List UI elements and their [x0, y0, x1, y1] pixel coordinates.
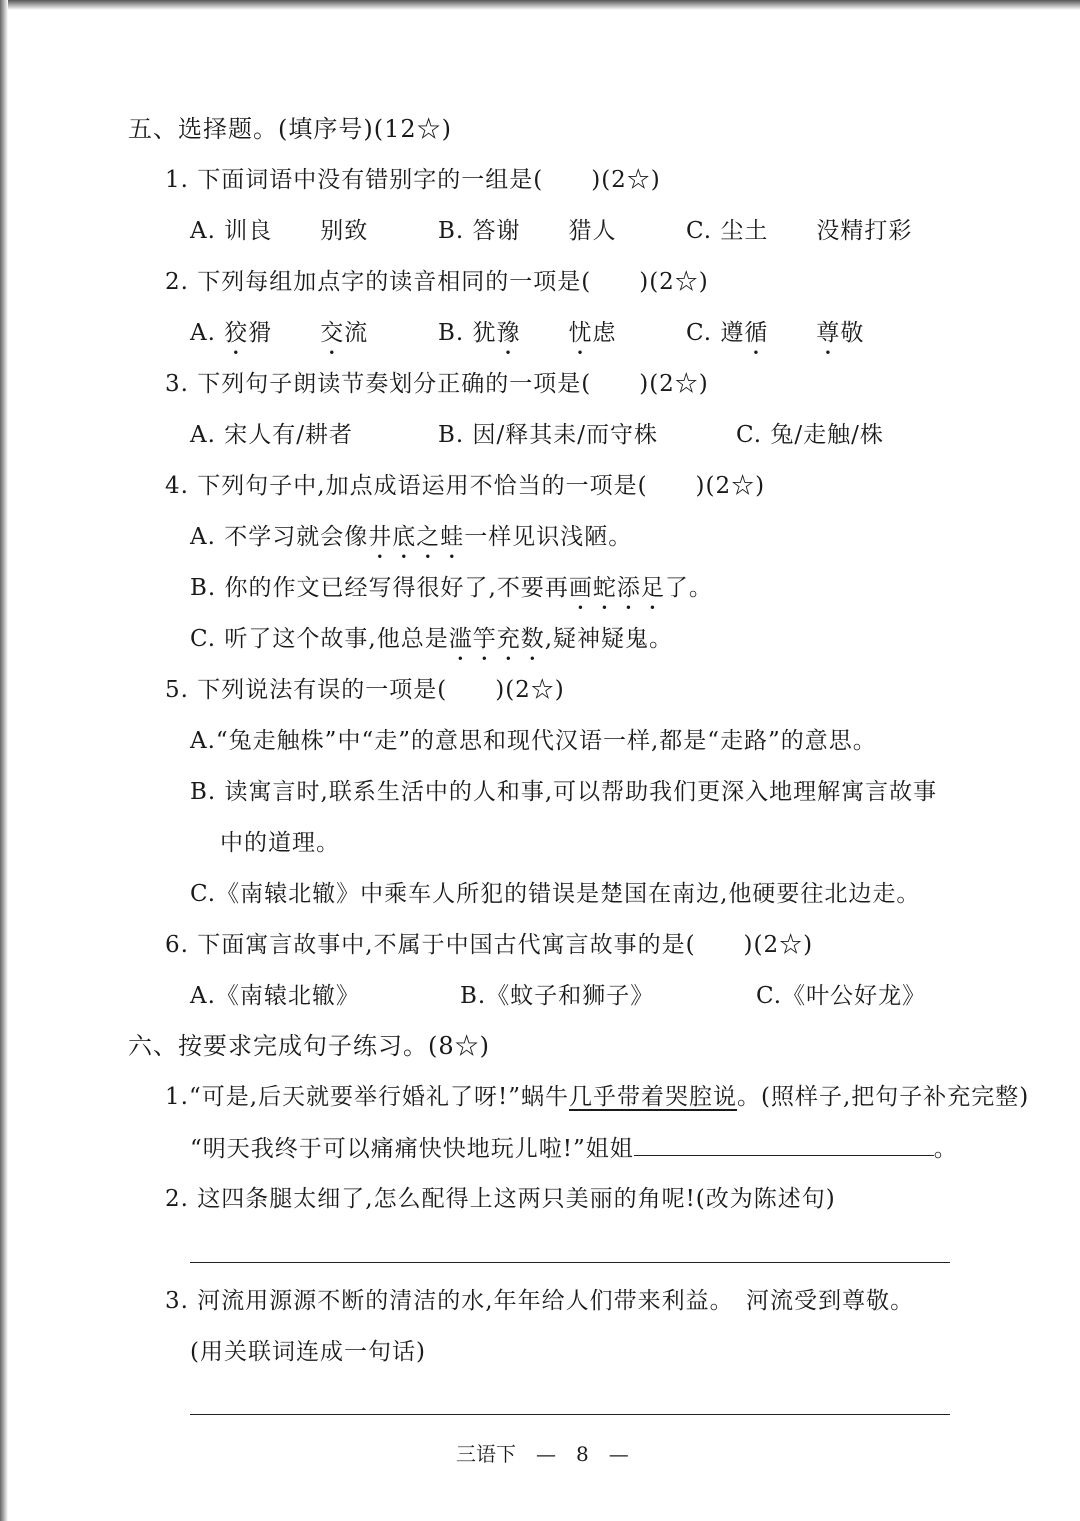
scan-edge-left	[0, 0, 8, 1521]
q3-options	[190, 420, 930, 450]
q3-option-b: B. 因/释其耒/而守株	[438, 422, 659, 448]
s6-q1-exercise	[190, 1133, 958, 1164]
q2-a-char: 猾	[248, 320, 273, 346]
q2-option-a	[190, 318, 368, 360]
q4-stem: 4. 下列句子中,加点成语运用不恰当的一项是( )(2☆)	[165, 473, 766, 499]
q6-options	[190, 981, 930, 1011]
s6-q1-exercise-text: “明天我终于可以痛痛快快地玩儿啦!”姐姐	[190, 1136, 634, 1162]
q1-option-b: B. 答谢 猎人	[438, 218, 617, 244]
q4-c-text: C. 听了这个故事,他总是	[190, 626, 449, 652]
q2-c-prefix: C.	[686, 320, 721, 346]
q2-option-c	[686, 318, 864, 360]
q4-option-a	[190, 522, 632, 564]
q2-c-char: 遵	[720, 320, 745, 346]
s6-q2-answer-line[interactable]	[190, 1262, 950, 1263]
q2-options	[190, 318, 930, 352]
q4-option-c	[190, 624, 673, 666]
q2-a-gap	[272, 320, 320, 346]
q2-stem: 2. 下列每组加点字的读音相同的一项是( )(2☆)	[165, 269, 709, 295]
q2-a-char: 流	[344, 320, 369, 346]
q5-option-a: A.“兔走触株”中“走”的意思和现代汉语一样,都是“走路”的意思。	[190, 728, 877, 754]
s6-q1-period: 。	[933, 1136, 958, 1162]
page-footer: 三语下 — 8 —	[456, 1442, 629, 1466]
q5-stem: 5. 下列说法有误的一项是( )(2☆)	[165, 677, 565, 703]
q2-option-b	[438, 318, 617, 360]
q2-b-char: 犹	[472, 320, 497, 346]
s6-q2-stem: 2. 这四条腿太细了,怎么配得上这两只美丽的角呢!(改为陈述句)	[165, 1186, 836, 1212]
q4-b-dotted-idiom: 画蛇添足	[568, 575, 665, 601]
q2-c-dotted-char: 循	[744, 320, 769, 346]
q1-option-a: A. 训良 别致	[190, 218, 369, 244]
s6-q1-underlined: 几乎带着哭腔说	[569, 1084, 738, 1110]
q4-b-text: B. 你的作文已经写得很好了,不要再	[190, 575, 569, 601]
q2-c-char: 敬	[840, 320, 865, 346]
q4-a-text: 一样见识浅陋。	[464, 524, 633, 550]
q4-b-text: 了。	[664, 575, 713, 601]
q6-stem: 6. 下面寓言故事中,不属于中国古代寓言故事的是( )(2☆)	[165, 932, 814, 958]
q4-a-text: A. 不学习就会像	[190, 524, 369, 550]
q6-option-b: B.《蚊子和狮子》	[460, 983, 655, 1009]
section6-title: 六、按要求完成句子练习。(8☆)	[128, 1032, 490, 1060]
q2-b-prefix: B.	[438, 320, 473, 346]
q2-a-dotted-char: 狡	[224, 320, 249, 346]
q4-c-text: ,疑神疑鬼。	[544, 626, 674, 652]
s6-q1-instruction: 。(照样子,把句子补充完整)	[737, 1084, 1030, 1110]
q1-option-c: C. 尘土 没精打彩	[686, 218, 913, 244]
q3-option-a: A. 宋人有/耕者	[190, 422, 353, 448]
q1-options	[190, 216, 930, 246]
q2-b-gap	[521, 320, 569, 346]
q5-option-b-line1: B. 读寓言时,联系生活中的人和事,可以帮助我们更深入地理解寓言故事	[190, 779, 938, 805]
q6-option-c: C.《叶公好龙》	[756, 983, 927, 1009]
q4-a-dotted-idiom: 井底之蛙	[368, 524, 465, 550]
q2-b-dotted-char: 忧	[568, 320, 593, 346]
q2-b-char: 虑	[592, 320, 617, 346]
section5-title: 五、选择题。(填序号)(12☆)	[128, 115, 452, 143]
q3-option-c: C. 兔/走触/株	[736, 422, 884, 448]
q4-option-b	[190, 573, 713, 615]
s6-q3-note: (用关联词连成一句话)	[190, 1339, 426, 1365]
q5-option-b-line2: 中的道理。	[220, 830, 340, 856]
q2-c-dotted-char: 尊	[816, 320, 841, 346]
s6-q1-answer-blank[interactable]	[634, 1133, 934, 1156]
q3-stem: 3. 下列句子朗读节奏划分正确的一项是( )(2☆)	[165, 371, 709, 397]
q2-a-dotted-char: 交	[320, 320, 345, 346]
q6-option-a: A.《南辕北辙》	[190, 983, 360, 1009]
scan-edge-top	[0, 0, 1080, 10]
q2-c-gap	[768, 320, 816, 346]
s6-q1-stem	[165, 1082, 1029, 1112]
q1-stem: 1. 下面词语中没有错别字的一组是( )(2☆)	[165, 167, 661, 193]
s6-q3-stem: 3. 河流用源源不断的清洁的水,年年给人们带来利益。 河流受到尊敬。	[165, 1288, 915, 1314]
s6-q1-text: 1.“可是,后天就要举行婚礼了呀!”蜗牛	[165, 1084, 570, 1110]
s6-q3-answer-line[interactable]	[190, 1414, 950, 1415]
q2-a-prefix: A.	[190, 320, 225, 346]
q2-b-dotted-char: 豫	[496, 320, 521, 346]
q5-option-c: C.《南辕北辙》中乘车人所犯的错误是楚国在南边,他硬要往北边走。	[190, 881, 921, 907]
q4-c-dotted-idiom: 滥竽充数	[448, 626, 545, 652]
